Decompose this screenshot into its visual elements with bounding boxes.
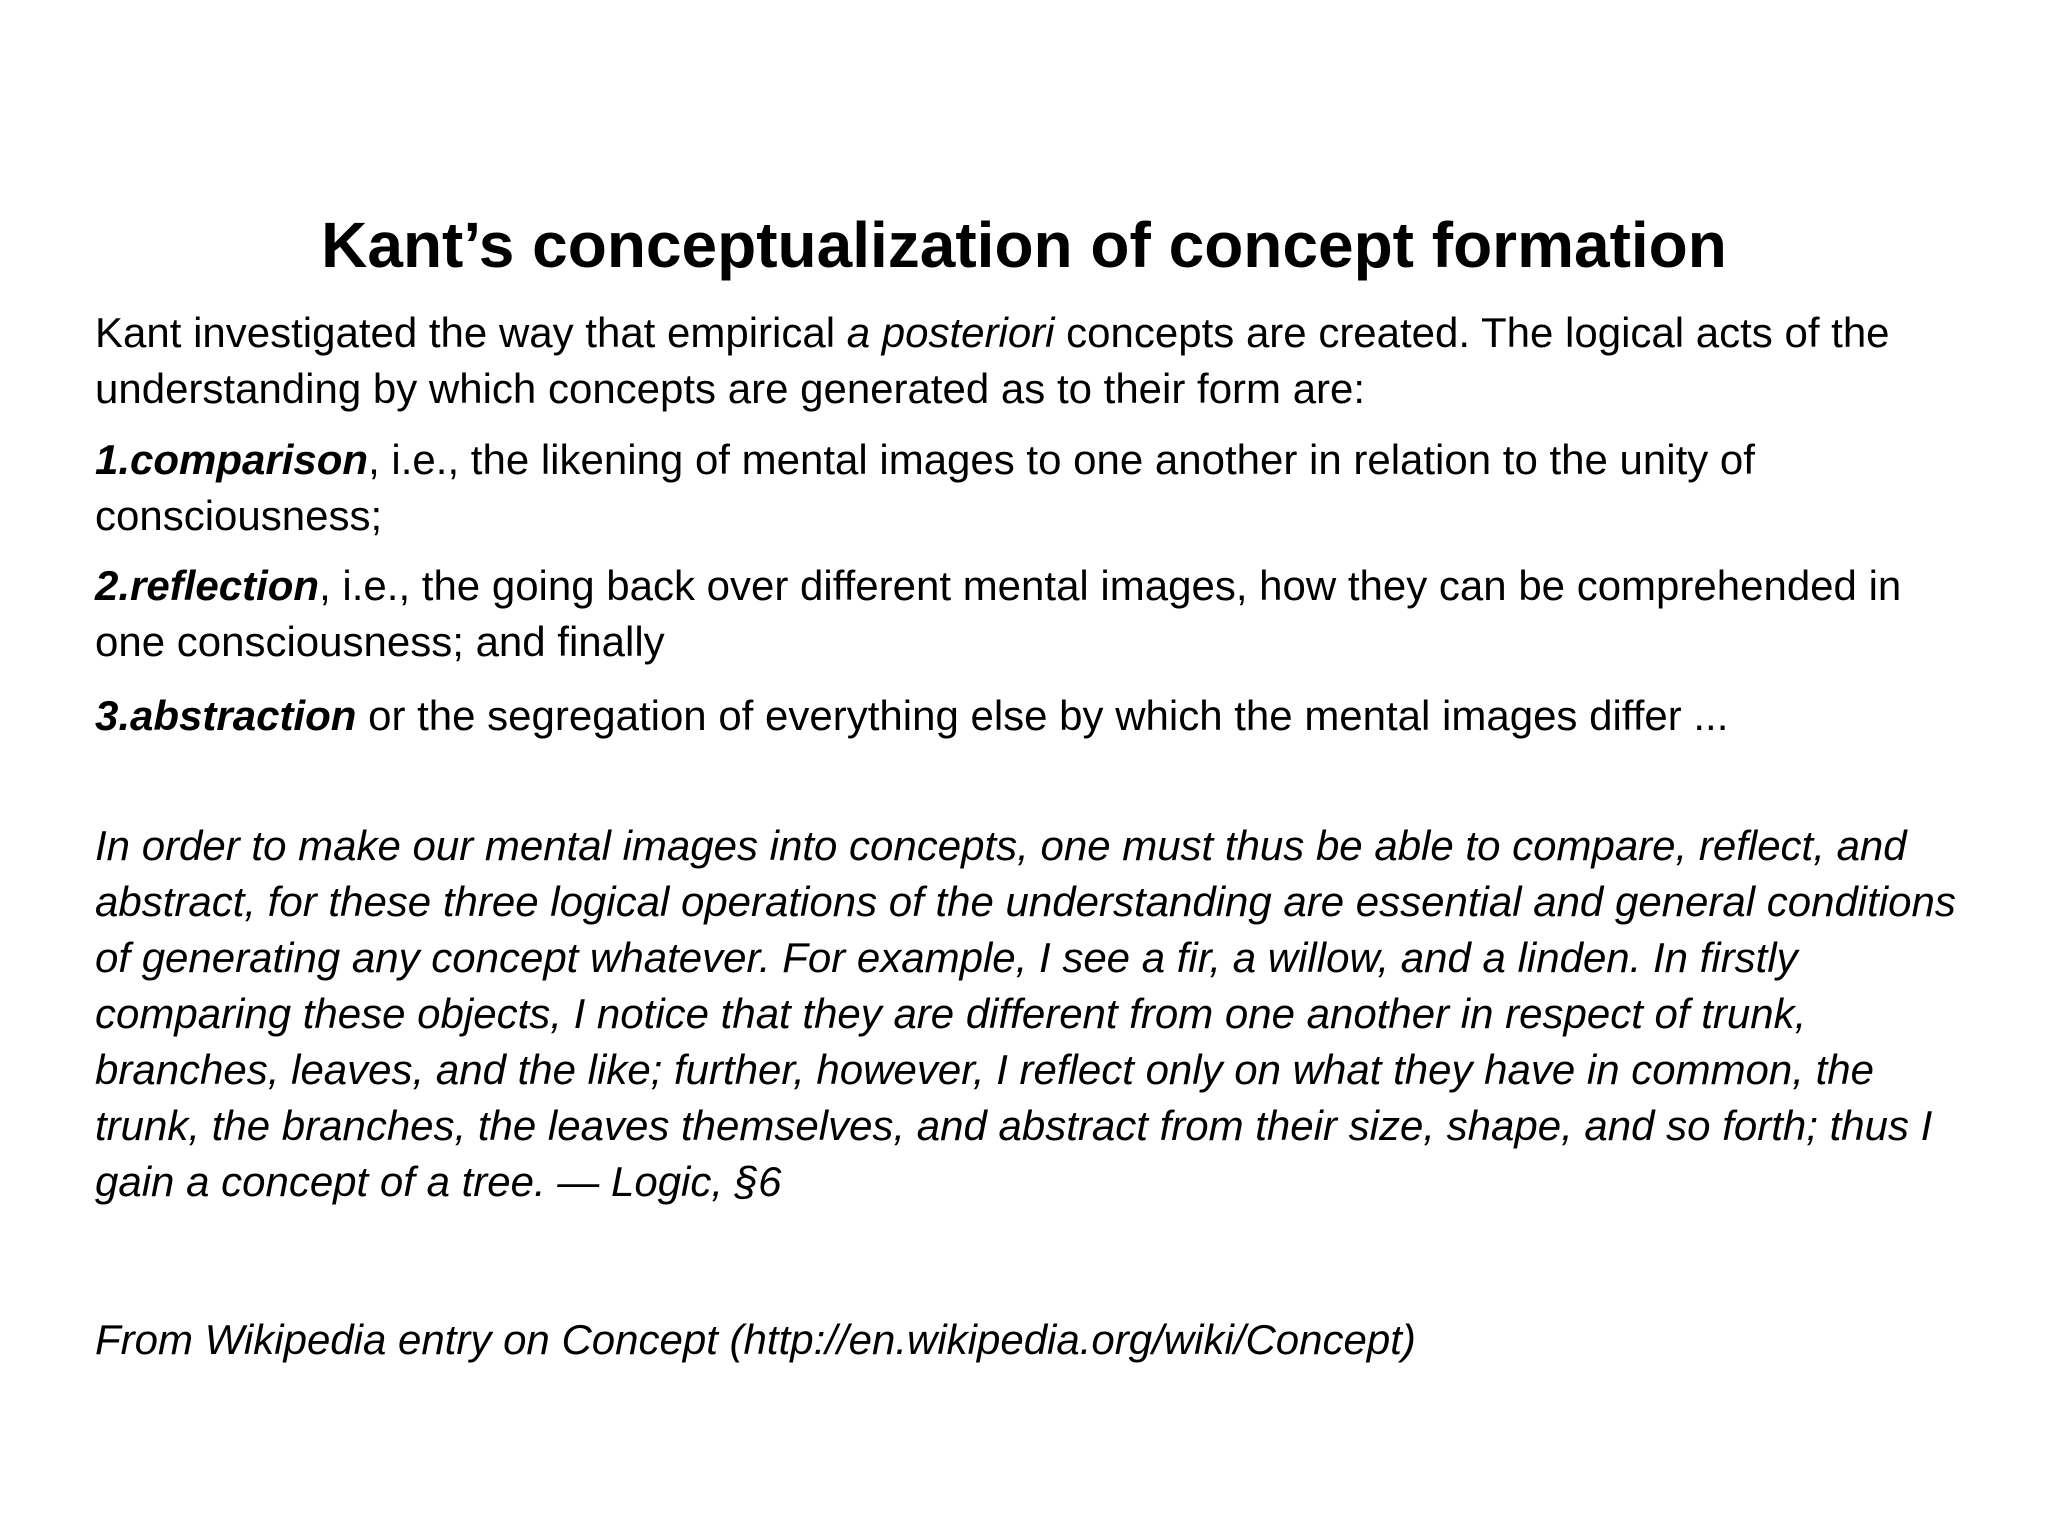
list-item-abstraction — [95, 688, 1975, 744]
source-note: From Wikipedia entry on Concept (http://en.wikipedia.org/wiki/Concept) — [95, 1316, 1416, 1363]
list-item-term: 3.abstraction — [95, 692, 357, 739]
list-item-reflection — [95, 558, 1975, 670]
list-item-term: 1.comparison — [95, 436, 369, 483]
list-item-term: 2.reflection — [95, 562, 320, 609]
list-item-comparison — [95, 432, 1975, 544]
kant-quote: In order to make our mental images into concepts, one must thus be able to compare, reflect, and abstract, for these three logical operations of the understanding are essential and general conditions of generating any concept whatever. For example, I see a fir, a willow, and a linden. In firstly comparing these objects, I notice that they are different from one another in respect of trunk, branches, leaves, and the like; further, however, I reflect only on what they have in common, the trunk, the branches, the leaves themselves, and abstract from their size, shape, and so forth; thus I gain a concept of a tree. — Logic, §6 — [95, 822, 1956, 1205]
slide-title: Kant’s conceptualization of concept formation — [321, 209, 1727, 281]
intro-emphasis: a posteriori — [846, 309, 1055, 356]
list-item-text: , i.e., the going back over different mental images, how they can be comprehended in one consciousness; and finally — [95, 562, 1902, 665]
list-item-text: , i.e., the likening of mental images to one another in relation to the unity of consciousness; — [95, 436, 1755, 539]
intro-paragraph — [95, 305, 1975, 417]
list-item-text: or the segregation of everything else by which the mental images differ ... — [356, 692, 1729, 739]
intro-text-after: concepts are created. The logical acts of the understanding by which concepts are generated as to their form are: — [95, 309, 1890, 412]
intro-text-before: Kant investigated the way that empirical — [95, 309, 847, 356]
